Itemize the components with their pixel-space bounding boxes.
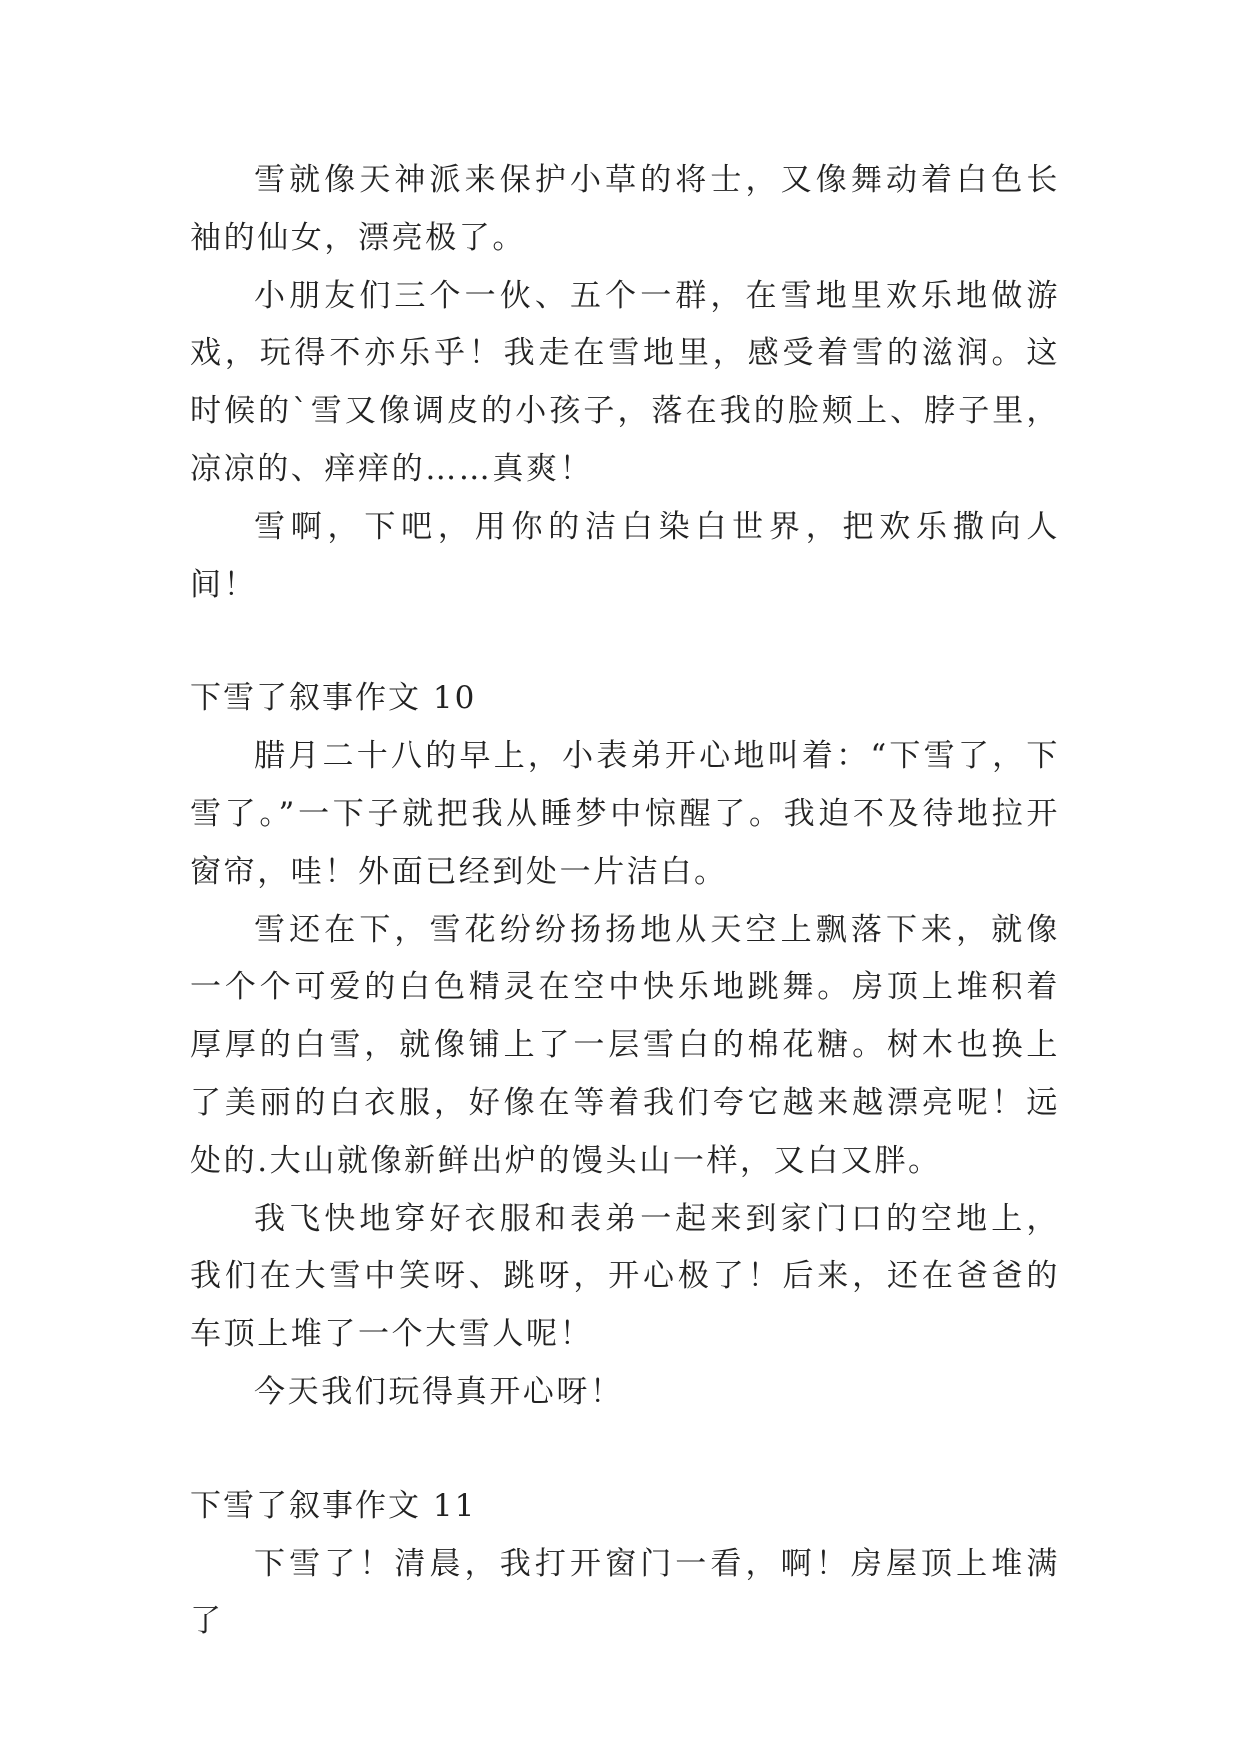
paragraph-10-4: 今天我们玩得真开心呀！: [254, 1373, 624, 1410]
paragraph-11-1: 下雪了！清晨，我打开窗门一看，啊！房屋顶上堆满了: [190, 1545, 1060, 1640]
section-heading-10: 下雪了叙事作文 10: [190, 680, 477, 717]
paragraph-snow-general: 雪就像天神派来保护小草的将士，又像舞动着白色长袖的仙女，漂亮极了。: [190, 162, 1060, 256]
paragraph-10-3: 我飞快地穿好衣服和表弟一起来到家门口的空地上，我们在大雪中笑呀、跳呀，开心极了！后来，还在爸爸的车顶上堆了一个大雪人呢！: [190, 1200, 1060, 1353]
paragraph-10-1: 腊月二十八的早上，小表弟开心地叫着：“下雪了，下雪了。”一下子就把我从睡梦中惊醒了。我迫不及待地拉开窗帘，哇！外面已经到处一片洁白。: [190, 738, 1060, 890]
paragraph-children-playing: 小朋友们三个一伙、五个一群，在雪地里欢乐地做游戏，玩得不亦乐乎！我走在雪地里，感受着雪的滋润。这时候的`雪又像调皮的小孩子，落在我的脸颊上、脖子里，凉凉的、痒痒的……真爽！: [190, 277, 1060, 487]
section-heading-11: 下雪了叙事作文 11: [190, 1487, 477, 1524]
paragraph-10-2: 雪还在下，雪花纷纷扬扬地从天空上飘落下来，就像一个个可爱的白色精灵在空中快乐地跳舞。房顶上堆积着厚厚的白雪，就像铺上了一层雪白的棉花糖。树木也换上了美丽的白衣服，好像在等着我们夸它越来越漂亮呢！远处的.大山就像新鲜出炉的馒头山一样，又白又胖。: [190, 911, 1060, 1179]
paragraph-snow-exclamation: 雪啊，下吧，用你的洁白染白世界，把欢乐撒向人间！: [190, 508, 1060, 603]
document-body: [190, 152, 1060, 1651]
